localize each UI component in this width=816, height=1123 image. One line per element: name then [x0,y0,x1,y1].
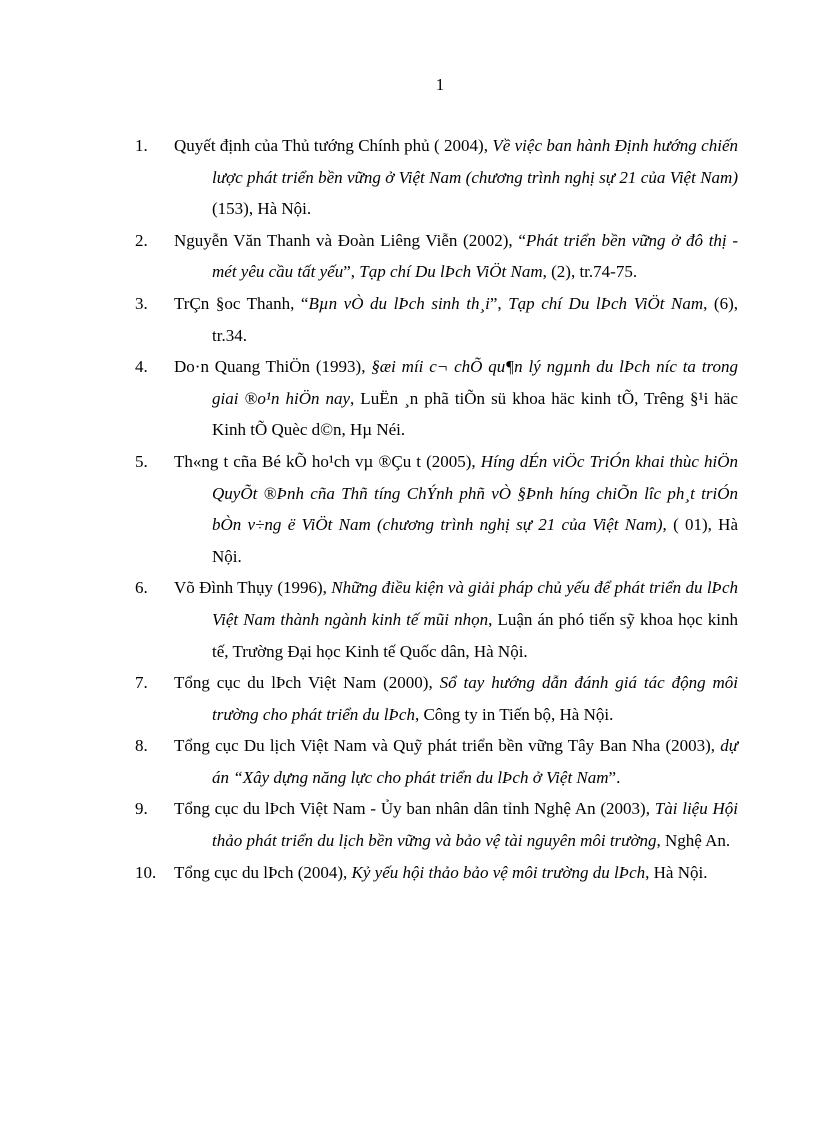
reference-item [0,288,816,351]
reference-number: 1. [135,136,148,155]
reference-detail: ”. [608,767,621,787]
reference-number: 4. [135,357,148,377]
reference-detail: , Luận án phó tiến sỹ khoa học kinh tế, Trường Đại học Kinh tế Quốc dân, Hà Nội. [212,609,738,661]
reference-title: Về việc ban hành Định hướng chiến lược phát triển bền vững ở Việt Nam (chương trình nghị sự 21 của Việt Nam) [212,136,738,187]
reference-journal: Tạp chí Du lÞch ViÖt Nam [359,262,543,282]
reference-number: 9. [135,799,148,819]
reference-item [0,446,816,572]
reference-number: 8. [135,736,148,756]
reference-author: Võ Đình Thụy (1996), [174,578,332,598]
reference-author: Nguyễn Văn Thanh và Đoàn Liêng Viễn (2002), “ [174,230,526,250]
reference-title: dự án “Xây dựng năng lực cho phát triển du lÞch ở Việt Nam [212,736,738,787]
reference-title: Bµn vÒ du lÞch sinh th¸i [308,293,490,313]
reference-number: 3. [135,293,148,313]
reference-item [0,667,816,730]
reference-author: TrÇn §oc Thanh, “ [174,293,309,313]
reference-title: Những điều kiện và giải pháp chủ yếu để phát triển du lÞch Việt Nam thành ngành kinh tế mũi nhọn [212,578,738,629]
reference-author: Th«ng t cña Bé kÕ ho¹ch vµ ®Çu t (2005), [174,451,481,471]
reference-detail: , Hà Nội. [645,862,708,882]
reference-item [0,225,816,288]
reference-title: Híng dÉn viÖc TriÓn khai thùc hiÖn QuyÕt ®Þnh cña Thñ tíng ChÝnh phñ vÒ §Þnh híng chiÕn lîc ph¸t triÓn bÒn v÷ng ë ViÖt Nam (chương trình nghị sự 21 của Việt Nam), [212,451,738,535]
page-number: 1 [435,75,445,94]
reference-author: Tổng cục Du lịch Việt Nam và Quỹ phát triển bền vững Tây Ban Nha (2003), [174,736,721,756]
reference-author: Quyết định của Thủ tướng Chính phủ ( 2004), [174,136,493,155]
reference-detail: ”, [489,293,509,313]
reference-journal: Tạp chí Du lÞch ViÖt Nam [508,293,704,313]
reference-number: 10. [135,862,157,882]
reference-item [0,572,816,667]
reference-detail: , (2), tr.74-75. [542,262,638,282]
reference-detail: , Công ty in Tiến bộ, Hà Nội. [414,704,614,724]
reference-title: Tài liệu Hội thảo phát triển du lịch bền vững và bảo vệ tài nguyên môi trường [212,799,738,851]
reference-title: Kỷ yếu hội thảo bảo vệ môi trường du lÞch [351,862,646,882]
reference-detail: , LuËn ¸n phã tiÕn sü khoa häc kinh tÕ, Trêng §¹i häc Kinh tÕ Quèc d©n, Hµ Néi. [212,388,738,440]
reference-list [0,130,816,888]
reference-author: Tổng cục du lÞch (2004), [174,862,352,882]
reference-title: Phát triển bền vững ở đô thị - mét yêu cầu tất yếu [212,230,738,282]
reference-number: 5. [135,451,148,471]
reference-item [0,857,816,889]
reference-item [0,793,816,856]
reference-author: Tổng cục du lÞch Việt Nam - Ủy ban nhân dân tỉnh Nghệ An (2003), [174,799,655,819]
reference-item [0,730,816,793]
reference-detail: ”, [343,262,360,282]
reference-number: 6. [135,578,148,598]
reference-author: Tổng cục du lÞch Việt Nam (2000), [174,673,440,693]
reference-item [0,351,816,446]
reference-detail: (153), Hà Nội. [212,199,312,219]
reference-number: 7. [135,673,148,693]
reference-detail: , Nghệ An. [656,831,731,851]
reference-title: Sổ tay hướng dẫn đánh giá tác động môi trường cho phát triển du lÞch [212,673,738,724]
reference-item [0,130,816,225]
reference-author: Do·n Quang ThiÖn (1993), [174,357,372,377]
reference-detail: ( 01), Hà Nội. [212,515,738,566]
reference-title: §æi míi c¬ chÕ qu¶n lý ngµnh du lÞch níc ta trong giai ®o¹n hiÖn nay [212,357,738,408]
reference-detail: , (6), tr.34. [212,293,739,345]
reference-number: 2. [135,230,148,250]
